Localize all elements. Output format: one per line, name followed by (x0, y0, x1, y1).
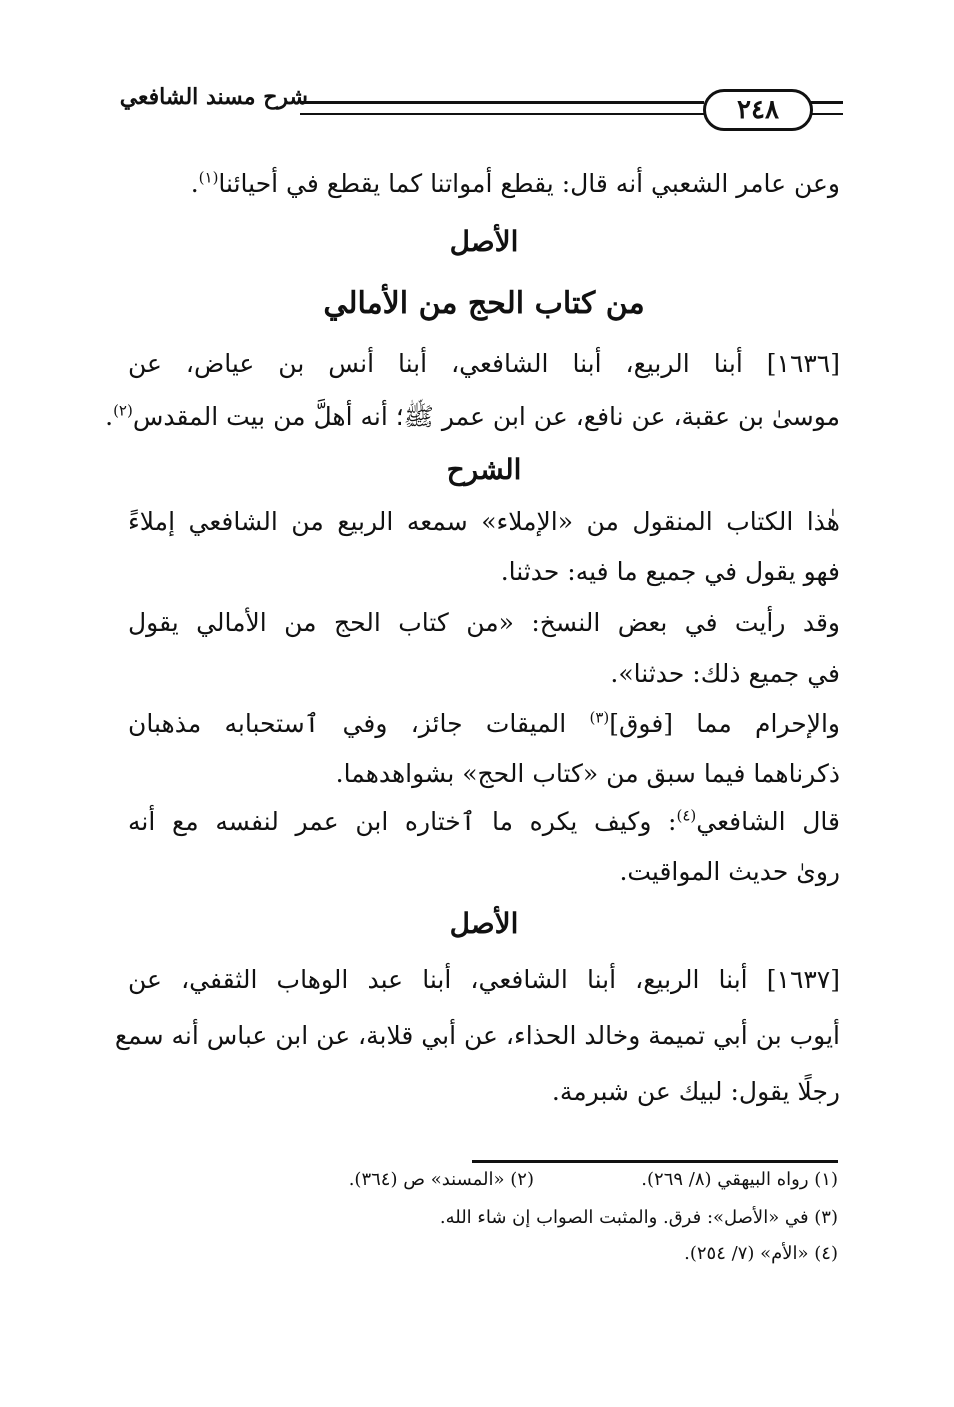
text-line-2: [١٦٣٦] أبنا الربيع، أبنا الشافعي، أبنا أنس بن عياض، عن (128, 349, 840, 378)
text-line-3-body: موسىٰ بن عقبة، عن نافع، عن ابن عمر ﷺ؛ أنه أهلَّ من بيت المقدس (132, 402, 840, 431)
page-number: ٢٤٨ (703, 89, 813, 131)
footnote-4: (٤) «الأم» (٧/ ٢٥٤). (684, 1243, 838, 1264)
text-line-4: هٰذا الكتاب المنقول من «الإملاء» سمعه الربيع من الشافعي إملاءً (128, 507, 840, 536)
running-title: شرح مسند الشافعي (119, 84, 308, 110)
text-line-10-start: قال الشافعي (696, 807, 840, 836)
text-line-13: أيوب بن أبي تميمة وخالد الحذاء، عن أبي قلابة، عن ابن عباس أنه سمع (114, 1021, 840, 1050)
text-line-10-end: : وكيف يكره ما ٱختاره ابن عمر لنفسه مع أنه (128, 807, 677, 836)
footnote-ref-2: (٢) (113, 401, 133, 420)
text-line-8 (128, 704, 840, 744)
text-line-1-body: وعن عامر الشعبي أنه قال: يقطع أمواتنا كما يقطع في أحيائنا (218, 169, 840, 198)
text-line-3 (105, 397, 840, 437)
footnote-ref-3: (٣) (589, 708, 610, 727)
text-line-8-end: الميقات جائز، وفي ٱستحبابه مذهبان (128, 709, 590, 738)
text-line-3-end: . (105, 402, 114, 431)
text-line-12: [١٦٣٧] أبنا الربيع، أبنا الشافعي، أبنا عبد الوهاب الثقفي، عن (128, 965, 840, 994)
heading-book: من كتاب الحج من الأمالي (323, 286, 645, 321)
text-line-7: في جميع ذلك: حدثنا». (610, 659, 840, 688)
footnote-ref-4: (٤) (676, 806, 697, 825)
footnote-2: (٢) «المسند» ص (٣٦٤). (348, 1169, 534, 1190)
text-line-14: رجلًا يقول: لبيك عن شبرمة. (551, 1077, 840, 1106)
footnote-separator (472, 1160, 838, 1163)
text-line-8-start: والإحرام مما [فوق] (609, 709, 840, 738)
text-line-11: رویٰ حديث المواقيت. (619, 857, 840, 886)
footnote-1: (١) رواه البيهقي (٨/ ٢٦٩). (641, 1169, 838, 1190)
heading-sharh: الشرح (446, 453, 522, 486)
text-line-1 (128, 164, 840, 204)
text-line-1-end: . (190, 169, 199, 198)
text-line-10 (128, 802, 840, 842)
header-rule-left (300, 101, 704, 115)
heading-asl-2: الأصل (449, 907, 519, 940)
text-line-6: وقد رأيت في بعض النسخ: «من كتاب الحج من الأمالي يقول (128, 608, 840, 637)
heading-asl-1: الأصل (449, 225, 519, 258)
text-line-9: ذكرناهما فيما سبق من «كتاب الحج» بشواهدهما. (335, 759, 840, 788)
footnote-ref-1: (١) (198, 168, 219, 187)
footnote-3: (٣) في «الأصل»: فرق. والمثبت الصواب إن شاء الله. (439, 1207, 838, 1228)
text-line-5: فهو يقول في جميع ما فيه: حدثنا. (500, 557, 840, 586)
